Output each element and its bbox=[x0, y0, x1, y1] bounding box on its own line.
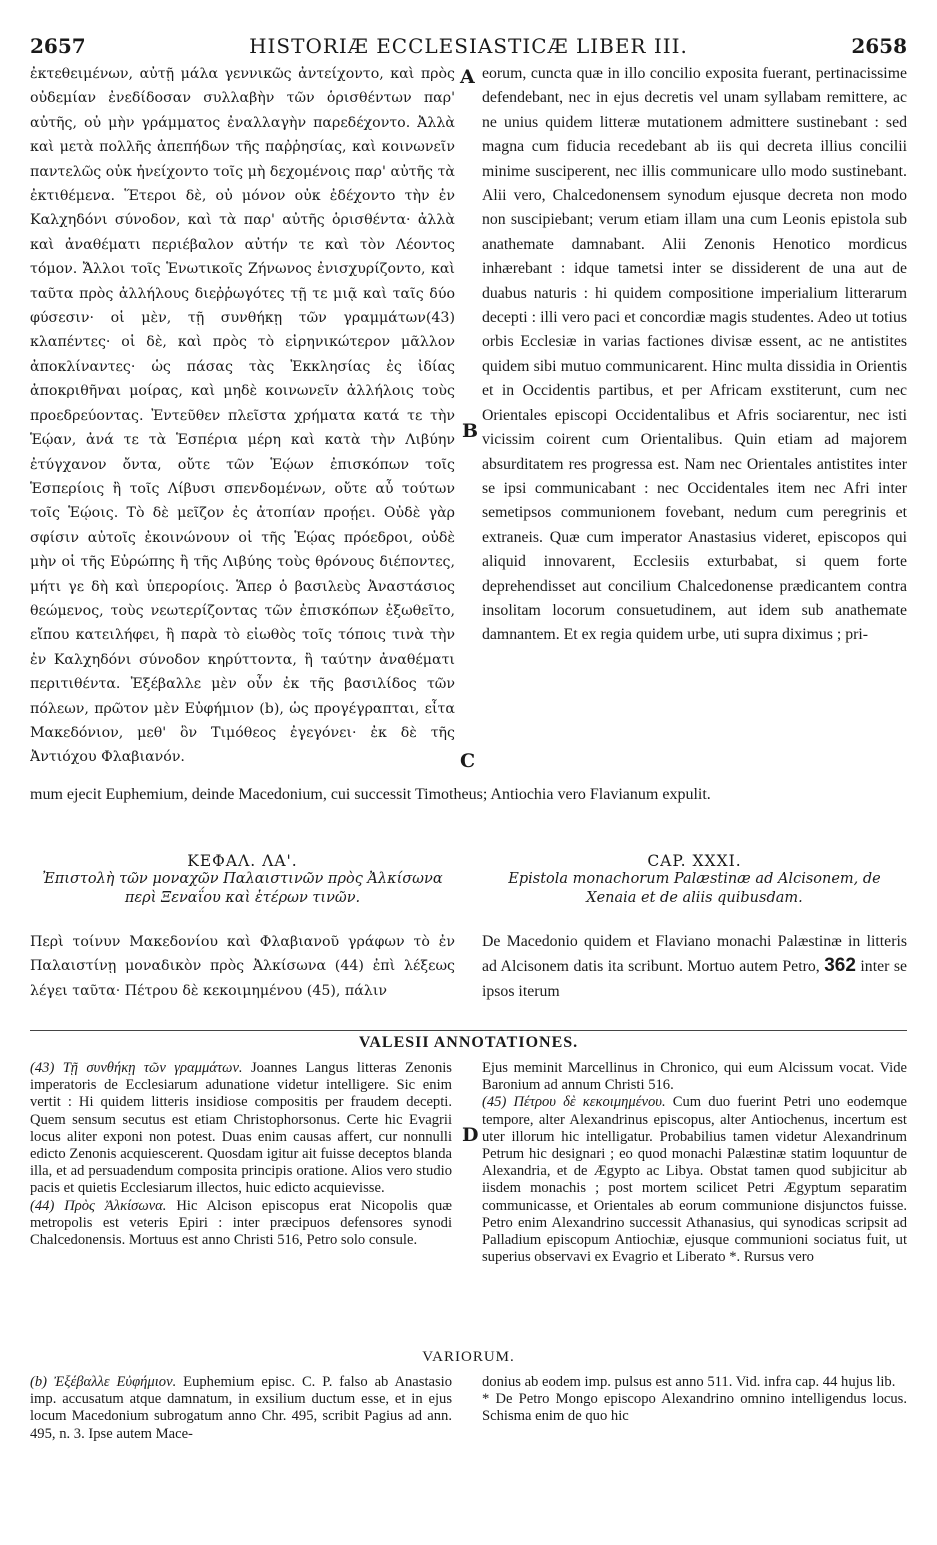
valesii-left-column bbox=[30, 1060, 452, 1350]
margin-marker-b: B bbox=[462, 420, 479, 442]
variorum-footnote: * De Petro Mongo episcopo Alexandrino omnino intelligendus locus. Schisma enim de quo hic bbox=[482, 1391, 907, 1425]
note-44 bbox=[30, 1198, 452, 1250]
latin-continuation: mum ejecit Euphemium, deinde Macedonium, cui successit Timotheus; Antiochia vero Flavianum expulit. bbox=[30, 786, 711, 803]
note-43 bbox=[30, 1060, 452, 1198]
note-45-label: (45) Πέτρου δὲ κεκοιμημένου. bbox=[482, 1094, 666, 1111]
chapter-title-latin: Epistola monachorum Palæstinæ ad Alcisonem, de Xenaia et de aliis quibusdam. bbox=[508, 871, 881, 906]
chapter-latin-text-a: De Macedonio quidem et Flaviano monachi Palæstinæ in litteris ad Alcisonem datis ita scribunt. Mortuo autem Petro, bbox=[482, 933, 907, 976]
divider-top bbox=[30, 1030, 907, 1031]
valesii-heading: VALESII ANNOTATIONES. bbox=[358, 1034, 579, 1051]
note-44-label: (44) Πρὸς Ἀλκίσωνα. bbox=[30, 1197, 167, 1214]
valesii-right-column bbox=[482, 1060, 907, 1350]
chapter-latin-text-b: inter se ipsos iterum bbox=[482, 958, 907, 1000]
chapter-latin-text bbox=[482, 930, 907, 1006]
margin-marker-d: D bbox=[462, 1124, 479, 1146]
variorum-b-text: Euphemium episc. C. P. falso ab Anastasio imp. accusatum atque damnatum, in exsilium ductum esse, et in ejus locum Macedonium subrogatum anno Chr. 495, scribit Pagius ad ann. 495, n. 3. Ipse autem Mace- bbox=[30, 1374, 452, 1442]
note-44-text: Hic Alcison episcopus erat Nicopolis quæ metropolis est veteris Epiri : inter præcipuos defensores synodi Chalcedonensis. Mortuus est anno Christi 516, Petro solo consule. bbox=[30, 1197, 452, 1249]
note-44-continued: Ejus meminit Marcellinus in Chronico, qui eum Alcissum vocat. Vide Baronium ad annum Christi 516. bbox=[482, 1060, 907, 1094]
note-45-text: Cum duo fuerint Petri uno eodemque tempore, alter Alexandrinus episcopus, alter Antiochenus, incertum est uter illorum hic intelligatur. Probabilius tamen videtur Alexandrinum Petrum hic designari ; eo quod monachi Palæstinæ statim loquuntur de Alexandria, et de Ægypto ac Libya. Obstat tamen quod subjicitur ab iisdem monachis ; post mortem scilicet Petri Ægyptum separatim communicasse, et Orientales ab eorum communione disjunctos fuisse. Petro enim Alexandrino successit Athanasius, qui synodicas scripsit ad Palladium episcopum Antiochiæ, ejusque communioni sociatus fuit, ut superius observavi ex Evagrio et Liberato *. Rursus vero bbox=[482, 1094, 907, 1266]
variorum-left-column bbox=[30, 1374, 452, 1474]
chapter-greek-heading bbox=[30, 852, 455, 908]
page-number-right: 2658 bbox=[851, 34, 907, 58]
variorum-b-label: (b) Ἐξέβαλλε Εὐφήμιον. bbox=[30, 1374, 177, 1390]
greek-column: ἐκτεθειμένων, αὐτῇ μάλα γεννικῶς ἀντείχοντο, καὶ πρὸς οὐδεμίαν ἐνεδίδοσαν συλλαβὴν τῶν ὁρισθέντων παρ' αὐτῆς, οὐ μὴν γράμματος ἐναλλαγὴν παρεδέχοντο. Ἀλλὰ καὶ μετὰ πολλῆς ἀπεπήδων τῆς παῤῥησίας, καὶ κοινωνεῖν παντελῶς οὐκ ἠνείχοντο τοῖς μὴ δεχομένοις παρ' αὐτῆς τὰ ἐκτιθέμενα. Ἕτεροι δὲ, οὐ μόνον οὐκ ἐδέχοντο τὴν ἐν Καλχηδόνι σύνοδον, καὶ τὰ παρ' αὐτῆς ὁρισθέντα· ἀλλὰ καὶ ἀναθέματι περιέβαλον αὐτήν τε καὶ τὸν Λέοντος τόμον. Ἄλλοι τοῖς Ἑνωτικοῖς Ζήνωνος ἐνισχυρίζοντο, καὶ ταῦτα πρὸς ἀλλήλους διεῤῥωγότες τῇ τε μιᾷ καὶ ταῖς δύο φύσεσιν· οἱ μὲν, τῇ συνθήκῃ τῶν γραμμάτων(43) κλαπέντες· οἱ δὲ, καὶ πρὸς τὸ εἰρηνικώτερον μᾶλλον ἀποκλίναντες· ὡς πάσας τὰς Ἐκκλησίας ἐς ἰδίας ἀποκριθῆναι μοίρας, καὶ μηδὲ κοινωνεῖν ἀλλήλοις τοὺς προεδρεύοντας. Ἐντεῦθεν πλεῖστα χρήματα κατά τε τὴν Ἑῴαν, ἀνά τε τὰ Ἑσπέρια μέρη καὶ κατὰ τὴν Λιβύην ἐτύγχανον ὄντα, οὔτε τῶν Ἑῴων ἐπισκόπων τοῖς Ἑσπερίοις ἢ τοῖς Λίβυσι σπενδομένων, οὔτε αὖ τούτων τοῖς Ἑῴοις. Τὸ δὲ μεῖζον ἐς ἀτοπίαν προῄει. Οὐδὲ γὰρ σφίσιν αὐτοῖς ἐκοινώνουν οἱ τῆς Ἑῴας πρόεδροι, οὐδὲ μὴν οἱ τῆς Εὐρώπης ἢ τῆς Λιβύης τοὺς θρόνους διέποντες, μήτι γε δὴ καὶ ὑπερορίοις. Ἅπερ ὁ βασιλεὺς Ἀναστάσιος θεώμενος, τοὺς νεωτερίζοντας τῶν ἐπισκόπων ἐξωθεῖτο, εἴπου κατειλήφει, ἢ παρὰ τὸ εἰωθὸς τοῖς τόποις τινὰ τὴν ἐν Καλχηδόνι σύνοδον κηρύττοντα, ἢ ταύτην ἀναθέματι περιτιθέντα. Ἐξέβαλλε μὲν οὖν ἐκ τῆς βασιλίδος τῶν πόλεων, πρῶτον μὲν Εὐφήμιον (b), ὡς προγέγραπται, εἶτα Μακεδόνιον, μεθ' ὃν Τιμόθεος ἐγεγόνει· ἐκ δὲ τῆς Ἀντιόχου Φλαβιανόν. bbox=[30, 66, 455, 766]
note-43-label: (43) Τῇ συνθήκῃ τῶν γραμμάτων. bbox=[30, 1060, 243, 1076]
latin-column: eorum, cuncta quæ in illo concilio exposita fuerant, pertinacissime defendebant, nec in ejus decretis vel unam syllabam remittere, ac ne unius quidem litteræ mutationem admittere sustinebant : sed magna cum fiducia recedebant ab iis qui decreta illius concilii minime susciperent, nec illis communicare ullo modo sustinebant. Alii vero, Chalcedonensem synodum ejusque decreta non modo non suscipiebant; verum etiam illam una cum Leonis epistola sub anathemate damnabant. Alii Zenonis Henotico mordicus inhærebant : idque tametsi inter se dissiderent de una aut de duabus naturis : hi quidem compositione imperialium litterarum decepti : illi vero paci et concordiæ magis studentes. Adeo ut totius orbis Ecclesiæ in varias factiones divisæ essent, ac ne antistites quidem sibi mutuo communicarent. Hinc multa dissidia in Orientis et in Occidentis partibus, et per Africam exstiterunt, cum nec Orientales episcopi Occidentalibus et Afris sociarentur, nec isti vicissim coirent cum Orientalibus. Quin etiam ad majorem absurditatem res progressa est. Nam nec Orientales antistites inter se ipsi communicabant : nec Occidentales item nec Afri inter semetipsos communionem fovebant, nedum cum peregrinis et extraneis. Quæ cum imperator Anastasius videret, episcopos qui aliquid innovarent, Ecclesiis exturbabat, si quem forte deprehendisset aut concilium Chalcedonense prædicantem contra insolitam locorum consuetudinem, aut idem sub anathemate damnantem. Et ex regia quidem urbe, uti supra diximus ; pri- bbox=[482, 65, 907, 644]
variorum-heading: VARIORUM. bbox=[422, 1349, 515, 1365]
chapter-title-greek: Ἐπιστολὴ τῶν μοναχῶν Παλαιστινῶν πρὸς Ἀλκίσωνα περὶ Ξεναΐου καὶ ἑτέρων τινῶν. bbox=[42, 871, 443, 906]
page-number-left: 2657 bbox=[30, 34, 86, 58]
running-header bbox=[30, 34, 907, 60]
variorum-b-continued: donius ab eodem imp. pulsus est anno 511. Vid. infra cap. 44 hujus lib. bbox=[482, 1374, 896, 1390]
note-43-text: Joannes Langus litteras Zenonis imperatoris de Ecclesiarum adunatione videtur intelligere. Sic enim vertit : Hi quidem litteris insidiose compositis per fraudem decepti. Quem sensum secutus est etiam Christophorsonus. Certe hic Evagrii locus aliter exponi non potest. Duas enim causas affert, cur nonnulli edicto Zenonis acquiescerent. Quosdam igitur ait fuisse deceptos blanda illa, et ad persuadendum composita principis oratione. Alios vero studio pacis et quietis Ecclesiarum illectos, huic edicto acquievisse. bbox=[30, 1060, 452, 1197]
margin-marker-a: A bbox=[460, 66, 475, 88]
chapter-number-greek: ΚΕΦΑΛ. ΛΑ'. bbox=[187, 852, 298, 870]
chapter-number-latin: CAP. XXXI. bbox=[647, 852, 742, 870]
variorum-right-column bbox=[482, 1374, 907, 1474]
note-45 bbox=[482, 1094, 907, 1266]
chapter-latin-heading bbox=[482, 852, 907, 908]
running-title: HISTORIÆ ECCLESIASTICÆ LIBER III. bbox=[249, 34, 688, 58]
chapter-greek-text: Περὶ τοίνυν Μακεδονίου καὶ Φλαβιανοῦ γράφων τὸ ἐν Παλαιστίνῃ μοναδικὸν πρὸς Ἀλκίσωνα (44) ἐπὶ λέξεως λέγει ταῦτα· Πέτρου δὲ κεκοιμημένου (45), πάλιν bbox=[30, 934, 455, 999]
margin-marker-c: C bbox=[460, 750, 476, 772]
column-number: 362 bbox=[824, 955, 856, 977]
